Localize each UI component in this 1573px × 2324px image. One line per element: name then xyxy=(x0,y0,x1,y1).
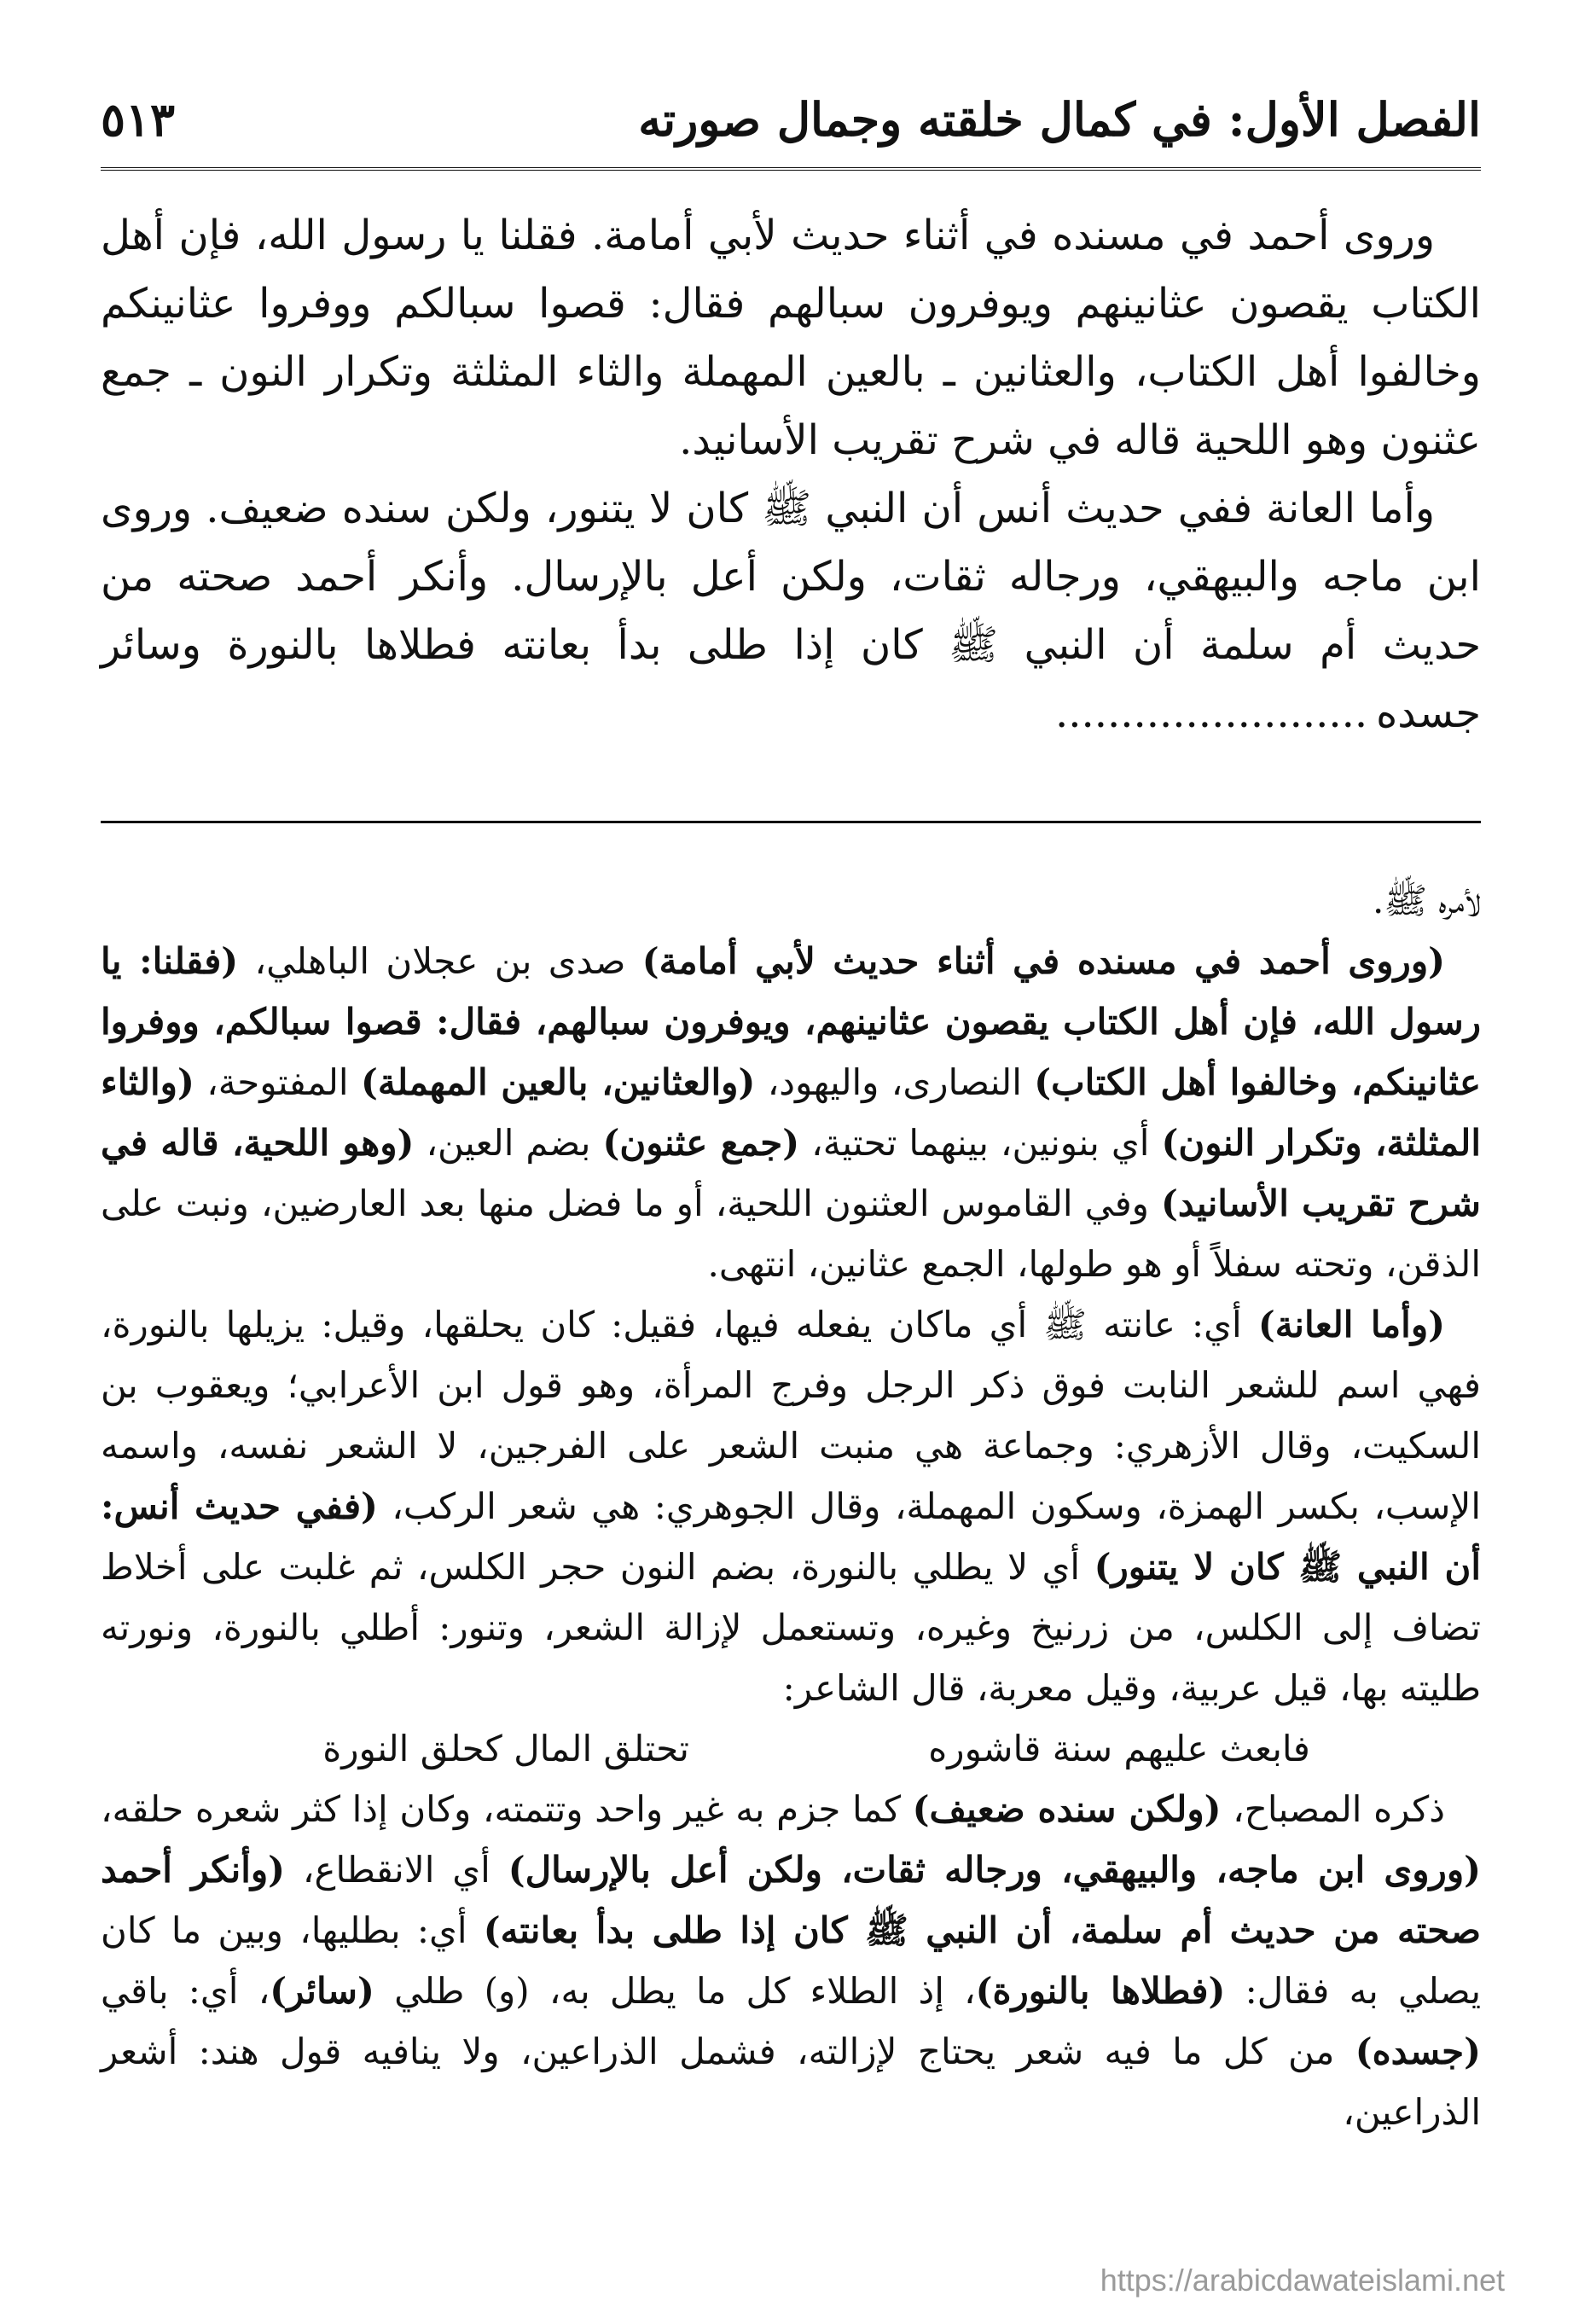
commentary-text: بضم العين، xyxy=(414,1122,603,1164)
commentary-text: من كل ما فيه شعر يحتاج لإزالته، فشمل الذراعين، ولا ينافيه قول هند: أشعر الذراعين، xyxy=(101,2031,1481,2133)
commentary-text: النصارى، واليهود، xyxy=(755,1061,1035,1103)
page-number: ٥١٣ xyxy=(101,92,176,147)
main-paragraph-2-text: وأما العانة ففي حديث أنس أن النبي ﷺ كان لا يتنور، ولكن سنده ضعيف. وروى ابن ماجه والبيهقي، ورجاله ثقات، ولكن أعل بالإرسال. وأنكر أحمد صحته من حديث أم سلمة أن النبي ﷺ كان إذا طلى بدأ بعانته فطلاها بالنورة وسائر جسده xyxy=(101,485,1481,737)
main-paragraph-1: وروى أحمد في مسنده في أثناء حديث لأبي أمامة. فقلنا يا رسول الله، فإن أهل الكتاب يقصون عثانينهم ويوفرون سبالهم فقال: قصوا سبالكم ووفروا عثانينكم وخالفوا أهل الكتاب، والعثانين ـ بالعين المهملة والثاء المثلثة وتكرار النون ـ جمع عثنون وهو اللحية قاله في شرح تقريب الأسانيد. xyxy=(101,212,1481,464)
running-title: الفصل الأول: في كمال خلقته وجمال صورته xyxy=(638,92,1481,147)
quoted-source-text: (فطلاها بالنورة) xyxy=(975,1970,1226,2012)
commentary-text: المفتوحة، xyxy=(194,1061,361,1103)
commentary-paragraph-1: لأمره ﷺ. xyxy=(1373,880,1481,921)
commentary-text: وفي القاموس العثنون اللحية، أو ما فضل منها بعد العارضين، ونبت على الذقن، وتحته سفلاً أو هو طولها، الجمع عثانين، انتهى. xyxy=(101,1182,1481,1285)
quoted-source-text: (ففي حديث أنس: أن النبي ﷺ كان لا يتنور) xyxy=(101,1485,1481,1588)
page-header xyxy=(101,78,1481,160)
main-paragraph-2 xyxy=(101,474,1481,747)
commentary-text: كما جزم به غير واحد وتتمته، وكان إذا كثر شعره حلقه، xyxy=(101,1788,913,1830)
commentary-text: ذكره المصباح، xyxy=(1221,1788,1446,1830)
commentary-text: أي بنونين، بينهما تحتية، xyxy=(799,1122,1162,1164)
website-watermark: https://arabicdawateislami.net xyxy=(1100,2263,1505,2298)
quoted-source-text: (سائر) xyxy=(270,1970,374,2012)
quoted-source-text: (والعثانين، بالعين المهملة) xyxy=(360,1061,756,1103)
commentary-text: صدى بن عجلان الباهلي، xyxy=(238,940,642,982)
quoted-source-text: (وروى أحمد في مسنده في أثناء حديث لأبي أمامة) xyxy=(641,940,1445,982)
quoted-source-text: (فقلنا: يا رسول الله، فإن أهل الكتاب يقصون عثانينهم، ويوفرون سبالهم، فقال: قصوا سبالكم، ووفروا عثانينكم، وخالفوا أهل الكتاب) xyxy=(101,940,1482,1103)
commentary-section xyxy=(101,870,1481,2142)
quoted-source-text: (وأنكر أحمد صحته من حديث أم سلمة، أن النبي ﷺ كان إذا طلى بدأ بعانته) xyxy=(101,1849,1481,1951)
commentary-paragraph-4 xyxy=(101,1779,1481,2142)
quoted-source-text: (وأما العانة) xyxy=(1257,1304,1446,1345)
poetry-verse xyxy=(101,1718,1481,1779)
commentary-text: ، أي: باقي xyxy=(101,1970,270,2012)
main-text xyxy=(101,201,1481,747)
footnote-divider xyxy=(101,821,1481,823)
continuation-dots: ........................ xyxy=(1054,689,1368,737)
quoted-source-text: (والثاء المثلثة، وتكرار النون) xyxy=(101,1061,1482,1164)
header-rule xyxy=(101,167,1481,171)
quoted-source-text: (ولكن سنده ضعيف) xyxy=(912,1788,1222,1830)
quoted-source-text: (جسده) xyxy=(1355,2031,1481,2072)
commentary-text: أي: بطليها، وبين ما كان يصلي به فقال: xyxy=(101,1909,1482,2012)
verse-hemistich-left: تحتلق المال كحلق النورة xyxy=(322,1728,689,1769)
commentary-text: أي: عانته ﷺ أي ماكان يفعله فيها، فقيل: كان يحلقها، وقيل: يزيلها بالنورة، فهي اسم للشعر النابت فوق ذكر الرجل وفرج المرأة، وهو قول ابن الأعرابي؛ ويعقوب بن السكيت، وقال الأزهري: وجماعة هي منبت الشعر على الفرجين، لا الشعر نفسه، واسمه الإسب، بكسر الهمزة، وسكون المهملة، وقال الجوهري: هي شعر الركب، xyxy=(101,1304,1481,1527)
quoted-source-text: (وهو اللحية، قاله في شرح تقريب الأسانيد) xyxy=(101,1122,1482,1224)
verse-hemistich-right: فابعث عليهم سنة قاشوره xyxy=(928,1728,1310,1769)
quoted-source-text: (جمع عثنون) xyxy=(602,1122,800,1164)
commentary-text: أي لا يطلي بالنورة، بضم النون حجر الكلس، ثم غلبت على أخلاط تضاف إلى الكلس، من زرنيخ وغيره، وتستعمل لإزالة الشعر، وتنور: أطلي بالنورة، ونورته طليته بها، قيل عربية، وقيل معربة، قال الشاعر: xyxy=(101,1546,1482,1709)
commentary-text: ، إذ الطلاء كل ما يطل به، (و) طلي xyxy=(374,1970,976,2012)
commentary-text: أي الانقطاع، xyxy=(285,1849,508,1891)
quoted-source-text: (وروى ابن ماجه، والبيهقي، ورجاله ثقات، ولكن أعل بالإرسال) xyxy=(508,1849,1481,1891)
commentary-paragraph-3 xyxy=(101,1294,1481,1718)
commentary-paragraph-2 xyxy=(101,931,1481,1294)
